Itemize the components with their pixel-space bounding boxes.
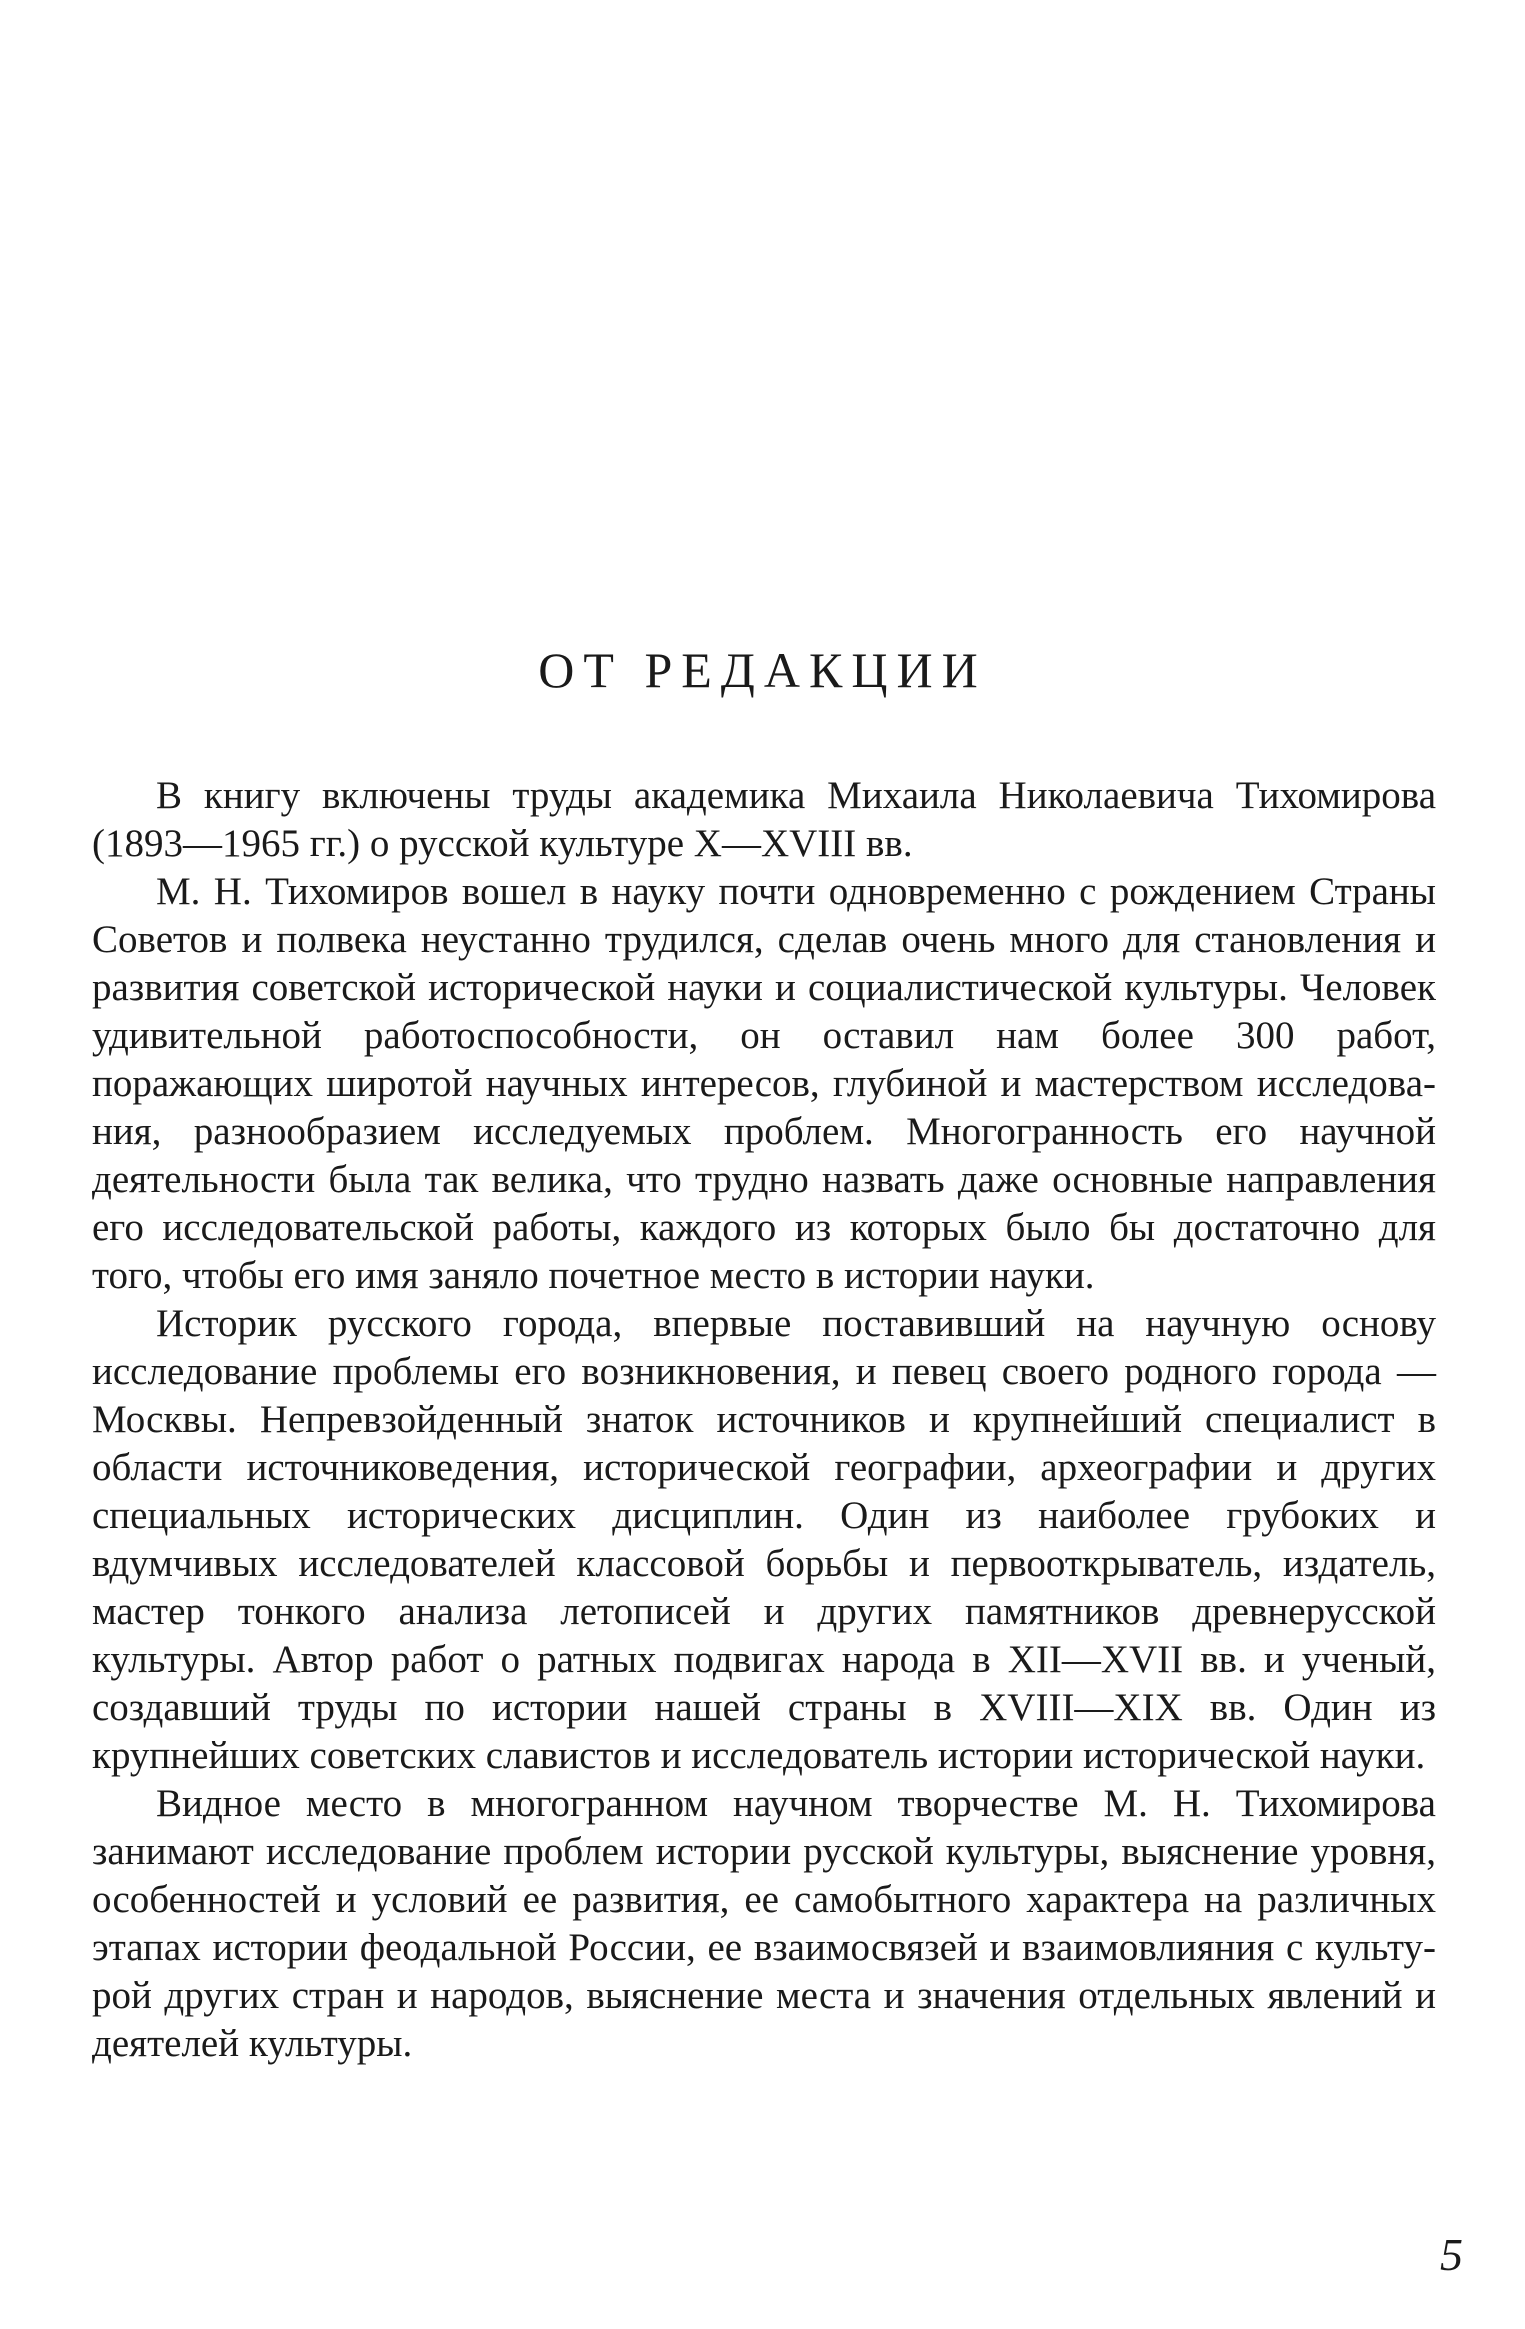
page-number: 5	[1440, 2229, 1463, 2280]
paragraph-3: Историк русского города, впервые поставивший на научную основу исследование проблемы его возникновения, и певец своего родного города — Москвы. Непревзойденный знаток источников и крупнейший специалист в области источниковедения, исторической географии, археографии и других специальных исторических дисциплин. Один из наиболее грубоких и вдумчивых исследователей классовой борьбы и первооткрыватель, издатель, мастер тонкого анализа летописей и других памятников древнерусской культуры. Автор работ о ратных подвигах народа в XII—XVII вв. и ученый, создавший труды по истории нашей страны в XVIII—XIX вв. Один из крупнейших советских славистов и исследователь истории исторической науки.	[92, 1302, 1436, 1777]
paragraph-1: В книгу включены труды академика Михаила Николаевича Тихомирова (1893—1965 гг.) о русской культуре X—XVIII вв.	[92, 774, 1436, 865]
body-text	[92, 772, 1436, 2068]
paragraph-2: М. Н. Тихомиров вошел в науку почти одновременно с рождением Страны Советов и полвека неустанно трудился, сделав очень много для становления и развития советской исторической науки и социалистической культуры. Человек удивительной работоспособности, он оставил нам более 300 работ, поражающих широтой научных интересов, глубиной и мастерством исследования, разнообразием исследуемых проблем. Многогранность его научной деятельности была так велика, что трудно назвать даже основные направления его исследовательской работы, каждого из которых было бы достаточно для того, чтобы его имя заняло почетное место в истории науки.	[92, 870, 1436, 1297]
page-title: ОТ РЕДАКЦИИ	[538, 642, 987, 698]
paragraph-4: Видное место в многогранном научном творчестве М. Н. Тихомирова занимают исследование проблем истории русской культуры, выяснение уровня, особенностей и условий ее развития, ее самобытного характера на различных этапах истории феодальной России, ее взаимосвязей и взаимовлияния с культурой других стран и народов, выяснение места и значения отдельных явлений и деятелей культуры.	[92, 1782, 1436, 2065]
